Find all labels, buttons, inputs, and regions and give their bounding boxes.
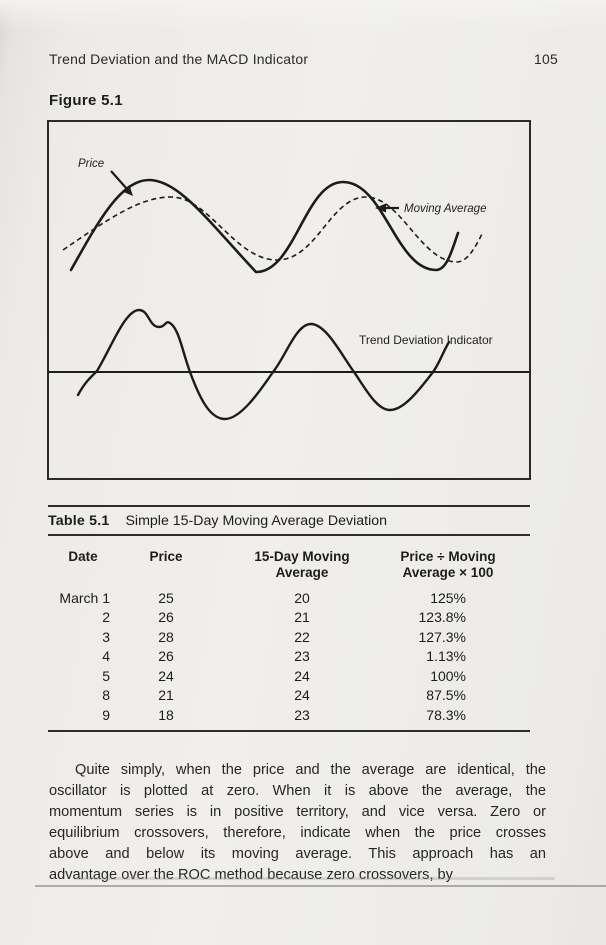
paragraph-line: oscillator is plotted at zero. When it is above the average, the	[49, 783, 546, 799]
trend-deviation-indicator-label: Trend Deviation Indicator	[359, 333, 493, 347]
paragraph-line: equilibrium crossovers, therefore, indicate when the price crosses	[49, 825, 546, 841]
table-rule-bottom	[48, 730, 530, 732]
table-label: Table 5.1	[48, 513, 110, 529]
cell-ma: 20	[294, 589, 310, 606]
cell-price: 26	[158, 648, 174, 665]
table-header-row	[48, 549, 530, 582]
running-head-title: Trend Deviation and the MACD Indicator	[49, 51, 309, 67]
cell-pct: 100%	[430, 667, 466, 684]
cell-ma: 24	[294, 687, 310, 704]
cell-date: 2	[102, 609, 110, 626]
cell-pct: 123.8%	[418, 609, 466, 626]
cell-date: 3	[102, 628, 110, 645]
table-caption	[48, 507, 530, 534]
figure-chart	[47, 120, 531, 480]
table-rule-mid	[48, 534, 530, 536]
cell-ma: 23	[294, 648, 310, 665]
oscillator-line	[78, 310, 449, 419]
cell-price: 28	[158, 628, 174, 645]
column-header-moving-average: 15-Day Moving Average	[254, 548, 350, 580]
cell-pct: 127.3%	[418, 628, 466, 645]
column-header-price: Price	[149, 548, 183, 564]
cell-pct: 1.13%	[426, 648, 466, 665]
paragraph-line: above and below its moving average. This approach has an	[49, 846, 546, 862]
moving-average-label: Moving Average	[404, 203, 487, 215]
paragraph-line: advantage over the ROC method because zero crossovers, by	[49, 867, 453, 883]
cell-price: 26	[158, 609, 174, 626]
paragraph-line: momentum series is in positive territory, and vice versa. Zero or	[49, 804, 546, 820]
scan-artifact-line	[75, 877, 555, 880]
cell-price: 24	[158, 667, 174, 684]
cell-pct: 87.5%	[426, 687, 466, 704]
cell-pct: 125%	[430, 589, 466, 606]
cell-price: 21	[158, 687, 174, 704]
cell-ma: 21	[294, 609, 310, 626]
price-label: Price	[78, 158, 105, 170]
cell-price: 18	[158, 707, 174, 724]
cell-date: 9	[102, 707, 110, 724]
cell-pct: 78.3%	[426, 707, 466, 724]
table-caption-text: Simple 15-Day Moving Average Deviation	[125, 513, 388, 529]
figure-label: Figure 5.1	[49, 92, 123, 109]
cell-date: 8	[102, 687, 110, 704]
cell-date: March 1	[59, 589, 110, 606]
page-number: 105	[534, 51, 558, 67]
cell-date: 5	[102, 667, 110, 684]
table-5-1	[48, 505, 530, 732]
scan-artifact-line	[35, 885, 606, 887]
figure-chart-svg	[49, 122, 529, 478]
cell-ma: 24	[294, 667, 310, 684]
column-header-date: Date	[68, 548, 98, 564]
cell-price: 25	[158, 589, 174, 606]
column-header-price-div-average: Price ÷ Moving Average × 100	[400, 548, 496, 580]
cell-date: 4	[102, 648, 110, 665]
body-paragraph	[49, 760, 546, 886]
cell-ma: 22	[294, 628, 310, 645]
cell-ma: 23	[294, 707, 310, 724]
table-body	[48, 589, 530, 726]
running-head	[49, 51, 558, 67]
paragraph-line: Quite simply, when the price and the average are identical, the	[75, 762, 546, 778]
